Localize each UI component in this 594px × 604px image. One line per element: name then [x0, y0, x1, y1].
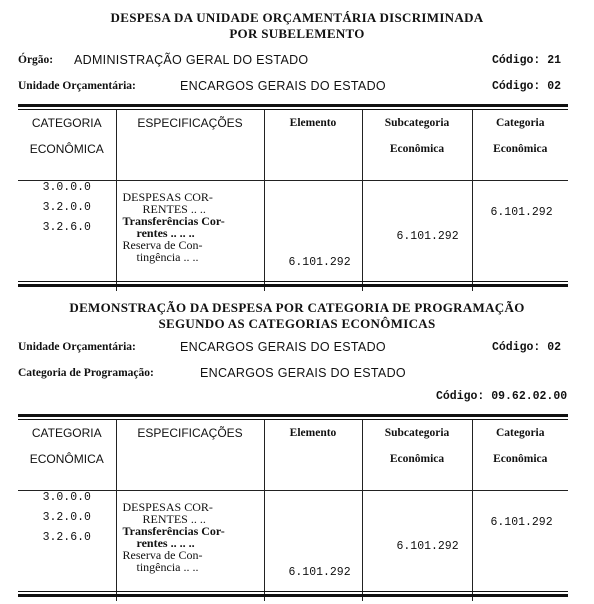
orgao-value: ADMINISTRAÇÃO GERAL DO ESTADO [74, 53, 309, 67]
table-2 [18, 420, 568, 601]
spec2-cell: DESPESAS COR- RENTES .. .. Transferências Cor- rentes .. .. .. Reserva de Con- tingência .. .. [116, 491, 264, 602]
unidade-value: ENCARGOS GERAIS DO ESTADO [180, 79, 386, 93]
table-1-row [18, 181, 568, 292]
unidade-codigo: Código: 02 [492, 80, 562, 93]
table-2-header [18, 420, 568, 491]
header-elemento: Elemento [264, 110, 362, 181]
header2-categoria: CATEGORIA ECONÔMICA [18, 420, 116, 491]
table-1 [18, 110, 568, 291]
elemento-cell: 6.101.292 [264, 181, 362, 292]
rule-bottom-2a [18, 591, 568, 592]
section2-title-line2: SEGUNDO AS CATEGORIAS ECONÔMICAS [158, 316, 436, 331]
programacao-codigo: Código: 09.62.02.00 [436, 390, 568, 403]
section2-title-line1: DEMONSTRAÇÃO DA DESPESA POR CATEGORIA DE PROGRAMAÇÃO [69, 300, 525, 315]
table-2-row [18, 491, 568, 602]
rule-top-2 [18, 414, 568, 417]
codes2-cell: 3.0.0.0 3.2.0.0 3.2.6.0 [42, 491, 91, 544]
unidade2-label: Unidade Orçamentária: [18, 341, 136, 353]
unidade-label: Unidade Orçamentária: [18, 80, 136, 92]
programacao-value: ENCARGOS GERAIS DO ESTADO [200, 366, 406, 380]
header-categoria-economica: Categoria Econômica [472, 110, 568, 181]
subcategoria2-cell: 6.101.292 [362, 491, 472, 602]
unidade2-codigo: Código: 02 [492, 341, 562, 354]
header-subcategoria: Subcategoria Econômica [362, 110, 472, 181]
rule-top-1 [18, 104, 568, 107]
header2-especificacoes: ESPECIFICAÇÕES [116, 420, 264, 491]
header-categoria: CATEGORIA ECONÔMICA [18, 110, 116, 181]
categoria2-cell: 6.101.292 [472, 491, 568, 602]
rule-bottom-2 [18, 594, 568, 597]
unidade2-value: ENCARGOS GERAIS DO ESTADO [180, 340, 386, 354]
categoria-cell: 6.101.292 [472, 181, 568, 292]
orgao-label: Órgão: [18, 54, 54, 66]
section1-title-line2: POR SUBELEMENTO [229, 26, 365, 41]
table-1-header [18, 110, 568, 181]
elemento2-cell: 6.101.292 [264, 491, 362, 602]
orgao-codigo: Código: 21 [492, 54, 562, 67]
section1-title-line1: DESPESA DA UNIDADE ORÇAMENTÁRIA DISCRIMINADA [110, 10, 484, 25]
header2-categoria-economica: Categoria Econômica [472, 420, 568, 491]
rule-bottom-1 [18, 284, 568, 287]
rule-bottom-1a [18, 281, 568, 282]
programacao-label: Categoria de Programação: [18, 367, 154, 379]
header2-elemento: Elemento [264, 420, 362, 491]
header2-subcategoria: Subcategoria Econômica [362, 420, 472, 491]
header-especificacoes: ESPECIFICAÇÕES [116, 110, 264, 181]
codes-cell: 3.0.0.0 3.2.0.0 3.2.6.0 [42, 181, 91, 234]
spec-cell: DESPESAS COR- RENTES .. .. Transferências Cor- rentes .. .. .. Reserva de Con- tingência .. .. [116, 181, 264, 292]
subcategoria-cell: 6.101.292 [362, 181, 472, 292]
